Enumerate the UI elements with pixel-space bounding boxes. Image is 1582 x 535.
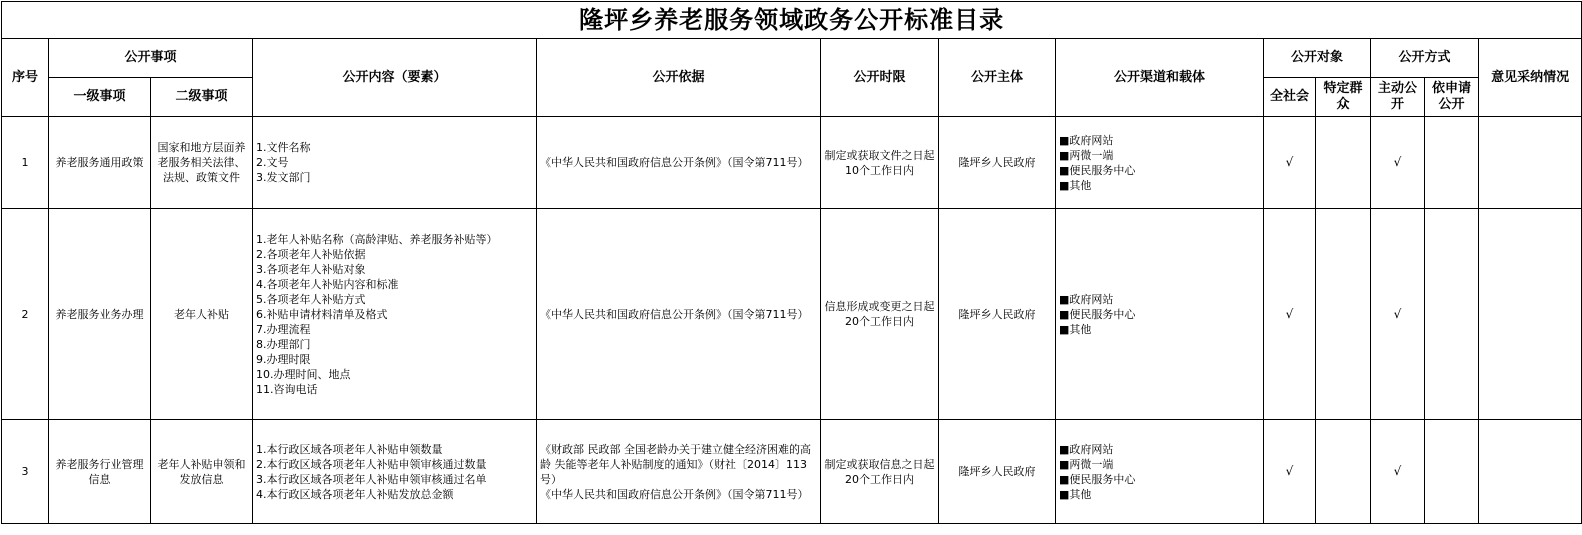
- row-level1: 养老服务通用政策: [49, 117, 151, 209]
- channel-line: ■其他: [1059, 178, 1092, 192]
- row-subject: 隆坪乡人民政府: [939, 117, 1056, 209]
- row-target-specific: [1316, 209, 1371, 420]
- page-title: 隆坪乡养老服务领域政务公开标准目录: [2, 2, 1582, 39]
- header-level1: 一级事项: [49, 78, 151, 117]
- header-target: 公开对象: [1264, 39, 1371, 78]
- header-channel: 公开渠道和载体: [1056, 39, 1264, 117]
- content-line: 3.本行政区域各项老年人补贴申领审核通过名单: [256, 472, 487, 486]
- channel-line: ■便民服务中心: [1059, 163, 1136, 177]
- content-line: 2.文号: [256, 156, 289, 169]
- header-method: 公开方式: [1371, 39, 1479, 78]
- channel-line: ■政府网站: [1059, 442, 1114, 456]
- row-basis: [537, 420, 821, 524]
- content-line: 3.发文部门: [256, 171, 311, 184]
- row-time-limit: 制定或获取文件之日起10个工作日内: [821, 117, 939, 209]
- header-target-all: 全社会: [1264, 78, 1316, 117]
- row-seq: 3: [2, 420, 49, 524]
- row-channel: [1056, 209, 1264, 420]
- row-time-limit: 信息形成或变更之日起20个工作日内: [821, 209, 939, 420]
- row-feedback: [1479, 117, 1582, 209]
- row-level2: 国家和地方层面养老服务相关法律、法规、政策文件: [151, 117, 253, 209]
- row-feedback: [1479, 209, 1582, 420]
- row-channel: [1056, 420, 1264, 524]
- channel-line: ■其他: [1059, 487, 1092, 501]
- check-mark-icon: √: [1371, 117, 1425, 209]
- basis-line: 《中华人民共和国政府信息公开条例》（国令第711号）: [540, 307, 809, 321]
- channel-line: ■政府网站: [1059, 133, 1114, 147]
- header-method-active: 主动公开: [1371, 78, 1425, 117]
- row-method-request: [1425, 117, 1479, 209]
- content-line: 2.各项老年人补贴依据: [256, 247, 366, 261]
- row-time-limit: 制定或获取信息之日起20个工作日内: [821, 420, 939, 524]
- table-row: [2, 209, 1582, 420]
- header-basis: 公开依据: [537, 39, 821, 117]
- row-basis: [537, 117, 821, 209]
- content-line: 10.办理时间、地点: [256, 367, 351, 381]
- row-content: [253, 117, 537, 209]
- content-line: 9.办理时限: [256, 352, 311, 366]
- channel-line: ■政府网站: [1059, 292, 1114, 306]
- header-public-items: 公开事项: [49, 39, 253, 78]
- content-line: 1.老年人补贴名称（高龄津贴、养老服务补贴等）: [256, 232, 498, 246]
- channel-line: ■便民服务中心: [1059, 472, 1136, 486]
- row-method-request: [1425, 209, 1479, 420]
- row-content: [253, 209, 537, 420]
- channel-line: ■两微一端: [1059, 148, 1114, 162]
- header-method-request: 依申请公开: [1425, 78, 1479, 117]
- content-line: 3.各项老年人补贴对象: [256, 262, 366, 276]
- basis-line: 《中华人民共和国政府信息公开条例》（国令第711号）: [540, 487, 809, 501]
- row-method-request: [1425, 420, 1479, 524]
- row-subject: 隆坪乡人民政府: [939, 209, 1056, 420]
- table-row: [2, 117, 1582, 209]
- check-mark-icon: √: [1371, 209, 1425, 420]
- row-level1: 养老服务行业管理信息: [49, 420, 151, 524]
- row-subject: 隆坪乡人民政府: [939, 420, 1056, 524]
- content-line: 6.补贴申请材料清单及格式: [256, 307, 388, 321]
- row-seq: 2: [2, 209, 49, 420]
- content-line: 1.文件名称: [256, 141, 311, 154]
- content-line: 7.办理流程: [256, 322, 311, 336]
- row-level2: 老年人补贴申领和发放信息: [151, 420, 253, 524]
- channel-line: ■便民服务中心: [1059, 307, 1136, 321]
- check-mark-icon: √: [1371, 420, 1425, 524]
- content-line: 11.咨询电话: [256, 382, 318, 396]
- check-mark-icon: √: [1264, 209, 1316, 420]
- header-level2: 二级事项: [151, 78, 253, 117]
- content-line: 4.本行政区域各项老年人补贴发放总金额: [256, 487, 454, 501]
- row-content: [253, 420, 537, 524]
- channel-line: ■两微一端: [1059, 457, 1114, 471]
- content-line: 5.各项老年人补贴方式: [256, 292, 366, 306]
- content-line: 2.本行政区域各项老年人补贴申领审核通过数量: [256, 457, 487, 471]
- row-seq: 1: [2, 117, 49, 209]
- content-line: 4.各项老年人补贴内容和标准: [256, 277, 399, 291]
- header-subject: 公开主体: [939, 39, 1056, 117]
- content-line: 1.本行政区域各项老年人补贴申领数量: [256, 442, 443, 456]
- catalog-table: [1, 1, 1582, 524]
- row-target-specific: [1316, 117, 1371, 209]
- header-seq: 序号: [2, 39, 49, 117]
- check-mark-icon: √: [1264, 420, 1316, 524]
- header-time-limit: 公开时限: [821, 39, 939, 117]
- row-level1: 养老服务业务办理: [49, 209, 151, 420]
- row-feedback: [1479, 420, 1582, 524]
- row-level2: 老年人补贴: [151, 209, 253, 420]
- channel-line: ■其他: [1059, 322, 1092, 336]
- check-mark-icon: √: [1264, 117, 1316, 209]
- row-target-specific: [1316, 420, 1371, 524]
- basis-line: 《中华人民共和国政府信息公开条例》（国令第711号）: [540, 156, 809, 169]
- header-feedback: 意见采纳情况: [1479, 39, 1582, 117]
- header-target-specific: 特定群众: [1316, 78, 1371, 117]
- basis-line: 《财政部 民政部 全国老龄办关于建立健全经济困难的高龄 失能等老年人补贴制度的通知》（财社〔2014〕113号）: [540, 442, 811, 486]
- row-basis: [537, 209, 821, 420]
- content-line: 8.办理部门: [256, 337, 311, 351]
- row-channel: [1056, 117, 1264, 209]
- header-content: 公开内容（要素）: [253, 39, 537, 117]
- table-row: [2, 420, 1582, 524]
